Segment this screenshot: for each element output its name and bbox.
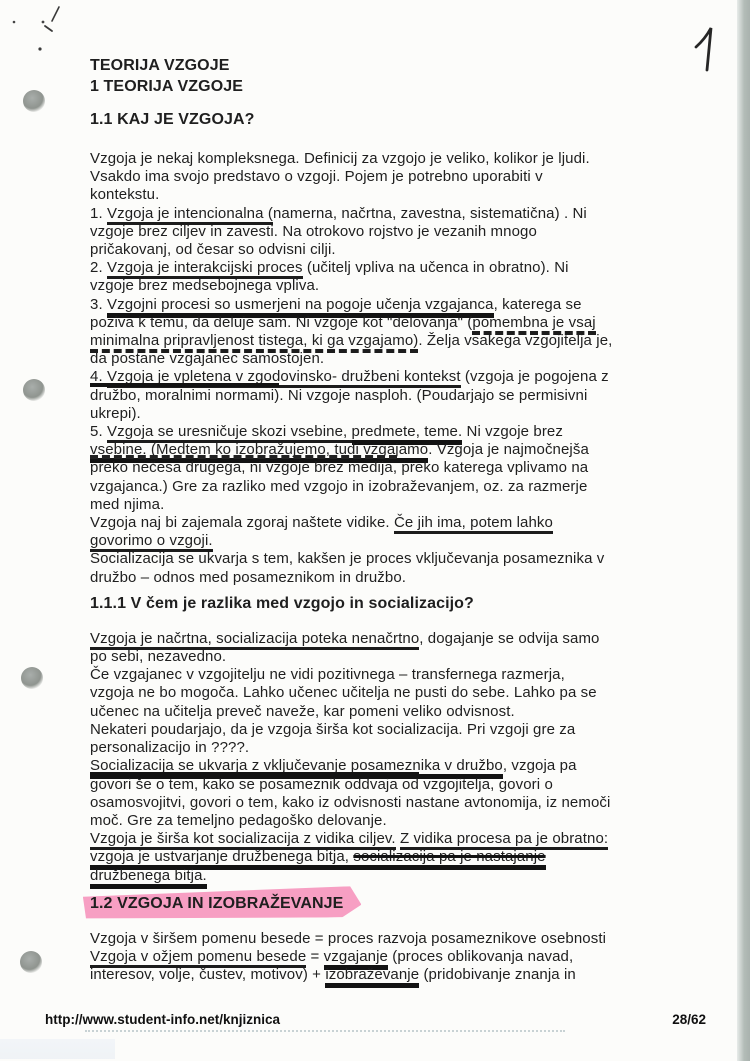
text-line [90,387,672,405]
text-segment: osamosvojitvi, govori o tem, kako iz odvisnosti nastane avtonomija, iz nemoči [90,793,611,811]
scan-dotted-artifact [85,1030,565,1032]
section-1-1-heading: 1.1 KAJ JE VZGOJA? [90,111,255,128]
text-segment: učenec na učitelja preveč naveže, kar pomeni veliko odvisnost. [90,702,515,720]
text-line [90,150,672,168]
text-segment: Nekateri poudarjajo, da je vzgoja širša kot socializacija. Pri vzgoji gre za [90,720,576,738]
pen-marked-text: Z vidika procesa pa je obratno: [400,830,608,850]
text-segment: Ni vzgoje brez [462,423,563,441]
text-segment: (učitelj vpliva na učenca in obratno). Ni [302,259,569,277]
pen-marked-text: preko nečesa drugega, ni vzgoje brez medija, [90,455,397,476]
text-segment: vzgoje brez medsebojnega vpliva. [90,277,320,295]
text-segment: med njima. [90,495,165,513]
text-segment: namerna, načrtna, zavestna, sistematična) . Ni [272,204,587,222]
text-line [90,648,672,666]
text-segment: kontekstu. [90,186,160,204]
text-segment: Vzgoja naj bi zajemala zgoraj naštete vidike. [90,514,394,532]
footer-page-indicator: 28/62 [672,1012,706,1027]
text-line [90,794,672,812]
text-segment: vzgoja ne bo mogoča. Lahko učenec učitelja ne pusti do sebe. Lahko pa se [90,684,597,702]
pen-dot [42,21,45,24]
text-segment: po sebi, nezavedno. [90,648,227,666]
pen-marked-text: pomembna je vsaj [472,314,595,335]
footer-url: http://www.student-info.net/knjiznica [45,1012,280,1027]
pen-marked-text: Vzgoja je načrtna, socializacija poteka nenačrtno [90,630,419,650]
text-segment: . Ni vzgoje nasploh. (Poudarjajo se permisivni [279,386,588,404]
pen-marked-text: Vzgoja je interakcijski proces [107,259,303,279]
text-segment: Vzgoja v širšem pomenu besede = proces razvoja posameznikove osebnosti [90,929,607,947]
text-segment: ukrepi). [90,404,141,422]
text-segment: Vzgoja je nekaj kompleksnega. Definicij za vzgojo je veliko, kolikor je ljudi. [90,150,590,167]
text-segment: interesov, volje, čustev, motivov) + [90,966,326,984]
text-segment: vzgojitelja, govori o [418,775,553,793]
section-1-2-heading: 1.2 VZGOJA IN IZOBRAŽEVANJE [90,894,344,912]
text-segment: Če vzgajanec v vzgojitelju ne vidi pozitivnega – transfernega razmerja, [90,666,565,684]
text-line [90,186,672,204]
text-segment: (vzgoja je pogojena z [460,368,609,386]
text-line [90,630,672,648]
pen-marked-text: vzgoja je ustvarjanje družbenega bitja, [90,848,353,870]
text-segment: , vzgoja pa [502,757,577,775]
text-line [90,478,672,496]
pen-marked-text: Vzgoja v ožjem pomenu besede [90,948,306,968]
pen-marked-text: družbo, moralnimi normami) [90,383,279,404]
pen-marked-text: Vzgoja je intencionalna ( [107,205,273,225]
pen-marked-text: družbenega bitja. [90,867,207,889]
text-line [90,205,672,223]
text-line [90,168,672,186]
text-line [90,776,672,794]
text-line [90,459,672,477]
text-segment: . Vzgoja je najmočnejša [428,441,589,459]
text-line [90,812,672,830]
pen-marked-text: predmete, teme. [352,423,463,445]
text-segment: 4. [90,368,107,386]
text-line [90,666,672,684]
text-line [90,296,672,314]
pen-marked-text: Vzgojni procesi so usmerjeni na pogoje učenja vzgajanca [107,296,494,318]
text-segment: Vsakdo ima svojo predstavo o vzgoji. Pojem je potrebno uporabiti v [90,168,543,186]
document-body [90,55,672,984]
paragraph-block-razlika [90,630,672,885]
pen-dot [38,47,41,50]
text-segment: preko katerega vplivamo na [397,459,589,477]
pen-marked-text: vzgajanje [324,948,388,970]
text-line [90,830,672,848]
page-footer [45,1012,706,1027]
document-title: TEORIJA VZGOJE [90,57,230,74]
text-line [90,532,672,550]
pen-scribble [45,26,52,31]
text-line [90,684,672,702]
handwritten-number-one [696,28,711,70]
text-segment: (pridobivanje znanja in [419,966,576,984]
pen-marked-text: Vzgoja je širša kot socializacija z vidika ciljev. [90,830,396,850]
pen-dot [13,21,16,24]
text-line [90,569,672,587]
text-segment: = [306,947,324,965]
text-segment: družbo – odnos med posameznikom in družbo. [90,568,407,586]
pen-marked-text: vsebine. (Medtem ko izobražujemo, tudi vzgajamo [90,441,428,463]
section-1-1-1-heading: 1.1.1 V čem je razlika med vzgojo in socializacijo? [90,594,474,612]
paragraph-block-kaj-je-vzgoja [90,150,672,587]
text-segment: 1. [90,204,107,222]
text-segment: da postane vzgajanec samostojen. [90,350,325,368]
text-line [90,739,672,757]
text-segment: (proces oblikovanja navad, [387,947,574,965]
paragraph-block-vzgoja-izobrazevanje [90,930,672,985]
text-segment: 2. [90,259,107,277]
text-segment: , dogajanje se odvija samo [419,629,600,647]
text-segment: poziva k temu, da deluje sam. Ni vzgoje kot "delovanja" ( [90,313,473,331]
pen-scribble [52,7,59,21]
pen-marked-text: Če jih ima, potem lahko [394,514,553,534]
text-segment: moč. Gre za temeljno pedagoško delovanje. [90,811,387,829]
scan-smudge-artifact [0,1039,115,1059]
text-segment: personalizacijo in ????. [90,739,250,757]
text-line [90,948,672,966]
text-line [90,703,672,721]
pen-marked-text: minimalna pripravljenost tistega, ki ga vzgajamo) [90,332,418,353]
pen-marked-text: Vzgoja je vpletena v zgodovinsko- družbeni kontekst [107,368,461,388]
text-line [90,550,672,568]
text-line [90,314,672,332]
text-line [90,423,672,441]
text-line [90,721,672,739]
text-segment: vzgajanca.) Gre za razliko med vzgojo in izobraževanjem, oz. za razmerje [90,477,588,495]
pen-marked-text: Socializacija se ukvarja z vključevanje posameznika v družbo [90,757,503,779]
text-line [90,223,672,241]
text-line [90,241,672,259]
text-line [90,514,672,532]
pen-marked-text: izobraževanje [325,966,419,988]
text-segment: . Želja vsakega vzgojitelja je, [418,332,613,350]
text-line [90,259,672,277]
text-segment: Socializacija se ukvarja s tem, kakšen je proces vključevanja posameznika v [90,550,605,568]
text-line [90,496,672,514]
pen-marked-text: govorimo o vzgoji. [90,532,213,552]
text-line [90,930,672,948]
section-1-2-heading-wrap [90,893,343,914]
chapter-title: 1 TEORIJA VZGOJE [90,78,244,95]
text-line [90,848,672,866]
text-segment: vzgoje brez ciljev in zavesti. Na otrokovo rojstvo je vezanih mnogo [90,222,537,240]
pen-marked-text: Vzgoja se uresničuje skozi vsebine, [107,423,352,443]
text-segment: , katerega se [493,295,582,313]
text-line [90,405,672,423]
text-segment: 5. [90,423,107,441]
text-segment: 3. [90,295,107,313]
pen-marked-text: govori še o tem, kako se posameznik oddvaja od [90,772,419,793]
text-line [90,277,672,295]
text-segment: pričakovanj, od česar so odvisni cilji. [90,241,336,259]
text-line [90,966,672,984]
pen-marked-text: socializacija pa je nastajanje [353,848,545,870]
text-line [90,332,672,350]
